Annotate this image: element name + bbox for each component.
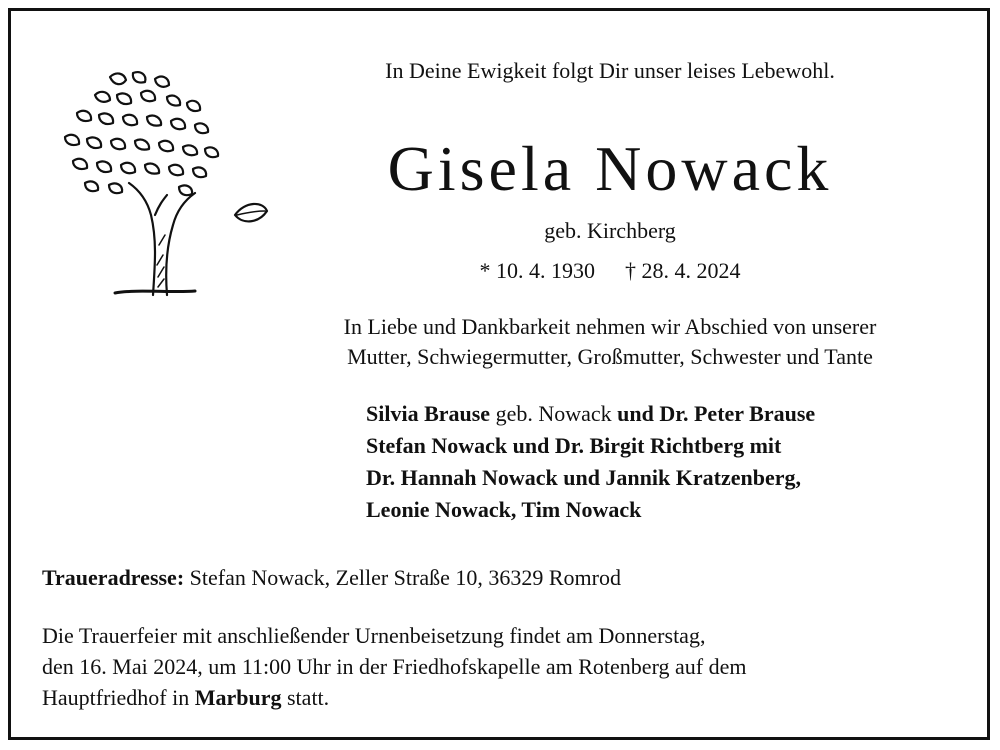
address-label: Traueradresse: [42,565,185,590]
birth-date: * 10. 4. 1930 [479,258,595,283]
farewell-text [250,312,970,372]
mourner-name: und Dr. Peter Brause [617,401,816,426]
intro-quote: In Deine Ewigkeit folgt Dir unser leises Lebewohl. [385,58,835,83]
mourner-name: Leonie Nowack, Tim Nowack [366,497,642,522]
mourner-line [366,462,815,494]
mourner-name: Stefan Nowack und Dr. Birgit Richtberg mit [366,433,782,458]
farewell-line: Mutter, Schwiegermutter, Großmutter, Schwester und Tante [347,344,873,369]
life-dates [250,258,970,284]
mourner-line [366,494,815,526]
mourner-name: Dr. Hannah Nowack und Jannik Kratzenberg, [366,465,801,490]
ceremony-text: statt. [281,685,330,710]
ceremony-city: Marburg [194,685,282,710]
deceased-name: Gisela Nowack [387,133,833,204]
farewell-line: In Liebe und Dankbarkeit nehmen wir Abschied von unserer [343,314,877,339]
maiden-name: geb. Kirchberg [544,218,676,243]
mourning-address [42,565,621,591]
death-date: † 28. 4. 2024 [625,258,741,283]
ceremony-info [42,620,942,713]
ceremony-line [42,682,942,713]
mourners-list [366,398,815,526]
ceremony-line: den 16. Mai 2024, um 11:00 Uhr in der Friedhofskapelle am Rotenberg auf dem [42,654,747,679]
address-value: Stefan Nowack, Zeller Straße 10, 36329 Romrod [184,565,621,590]
mourner-line [366,430,815,462]
ceremony-text: Hauptfriedhof in [42,685,195,710]
ceremony-line: Die Trauerfeier mit anschließender Urnenbeisetzung findet am Donnerstag, [42,623,706,648]
mourner-maiden: geb. Nowack [490,401,618,426]
mourner-name: Silvia Brause [366,401,491,426]
mourner-line [366,398,815,430]
